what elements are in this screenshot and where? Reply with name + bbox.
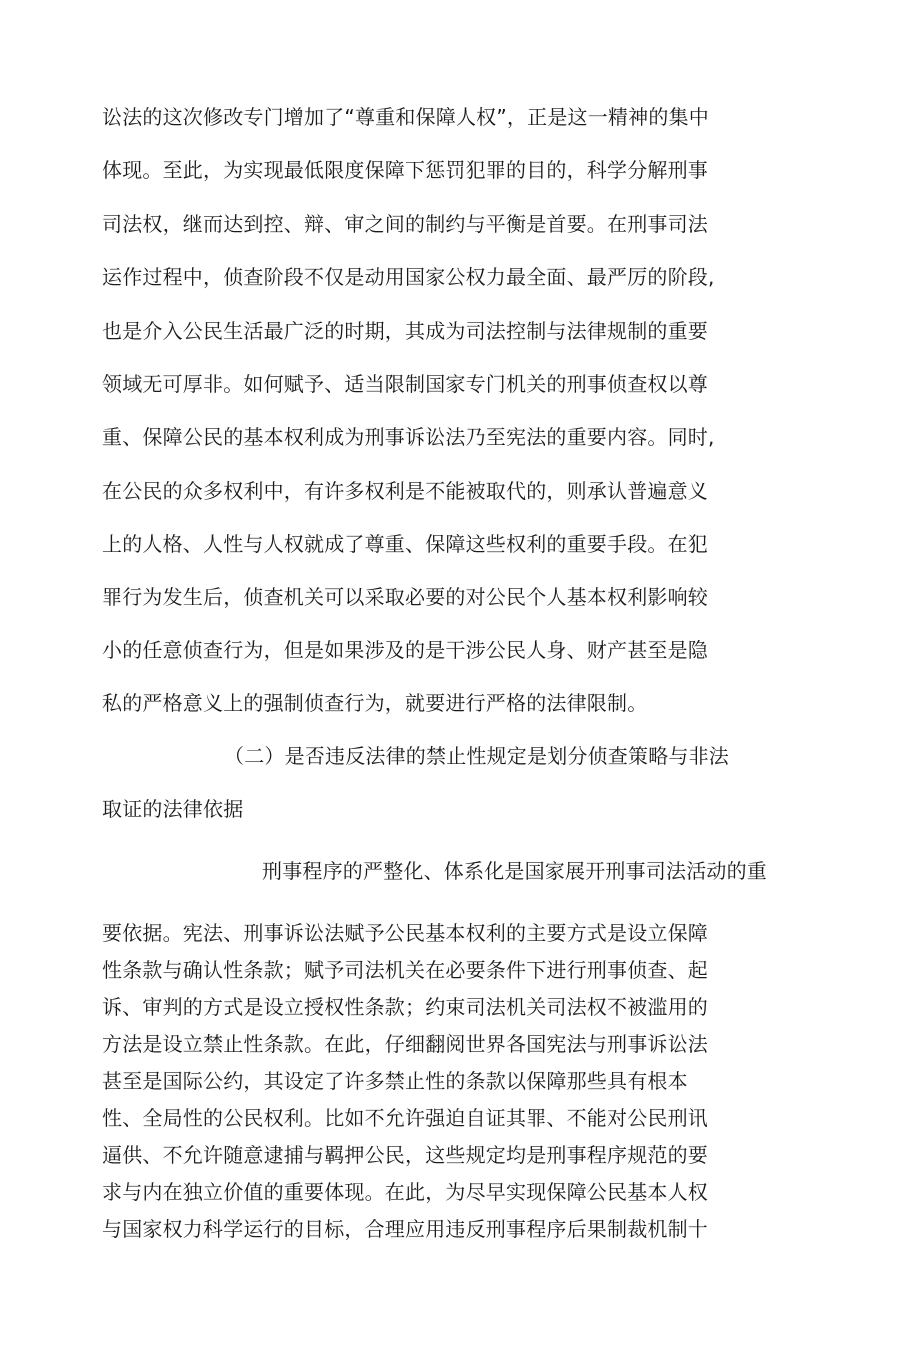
paragraph-line: 诉、审判的方式是设立授权性条款；约束司法机关司法权不被滥用的 [102, 995, 708, 1019]
paragraph-line: 性条款与确认性条款；赋予司法机关在必要条件下进行刑事侦查、起 [102, 958, 708, 982]
paragraph-first-line: 刑事程序的严整化、体系化是国家展开刑事司法活动的重 [262, 859, 767, 883]
section-heading-continued: 取证的法律依据 [102, 797, 244, 821]
paragraph-line: 讼法的这次修改专门增加了“尊重和保障人权”，正是这一精神的集中 [102, 105, 709, 129]
paragraph-line: 甚至是国际公约，其设定了许多禁止性的条款以保障那些具有根本 [102, 1069, 688, 1093]
section-heading: （二）是否违反法律的禁止性规定是划分侦查策略与非法 [224, 744, 729, 768]
paragraph-line: 与国家权力科学运行的目标，合理应用违反刑事程序后果制裁机制十 [102, 1217, 708, 1241]
paragraph-line: 私的严格意义上的强制侦查行为，就要进行严格的法律限制。 [102, 691, 648, 715]
paragraph-line: 方法是设立禁止性条款。在此，仔细翻阅世界各国宪法与刑事诉讼法 [102, 1032, 708, 1056]
paragraph-line: 上的人格、人性与人权就成了尊重、保障这些权利的重要手段。在犯 [102, 532, 708, 556]
paragraph-line: 罪行为发生后，侦查机关可以采取必要的对公民个人基本权利影响较 [102, 585, 708, 609]
paragraph-line: 重、保障公民的基本权利成为刑事诉讼法乃至宪法的重要内容。同时, [102, 425, 715, 449]
paragraph-line: 逼供、不允许随意逮捕与羁押公民，这些规定均是刑事程序规范的要 [102, 1143, 708, 1167]
paragraph-line: 领域无可厚非。如何赋予、适当限制国家专门机关的刑事侦查权以尊 [102, 372, 708, 396]
paragraph-line: 求与内在独立价值的重要体现。在此，为尽早实现保障公民基本人权 [102, 1180, 708, 1204]
paragraph-line: 性、全局性的公民权利。比如不允许强迫自证其罪、不能对公民刑讯 [102, 1106, 708, 1130]
paragraph-line: 小的任意侦查行为，但是如果涉及的是干涉公民人身、财产甚至是隐 [102, 638, 708, 662]
paragraph-line: 体现。至此，为实现最低限度保障下惩罚犯罪的目的，科学分解刑事 [102, 158, 708, 182]
paragraph-line: 司法权，继而达到控、辩、审之间的制约与平衡是首要。在刑事司法 [102, 212, 708, 236]
paragraph-line: 运作过程中，侦查阶段不仅是动用国家公权力最全面、最严厉的阶段, [102, 265, 715, 289]
paragraph-line: 也是介入公民生活最广泛的时期，其成为司法控制与法律规制的重要 [102, 319, 708, 343]
paragraph-line: 要依据。宪法、刑事诉讼法赋予公民基本权利的主要方式是设立保障 [102, 921, 708, 945]
paragraph-line: 在公民的众多权利中，有许多权利是不能被取代的，则承认普遍意义 [102, 479, 708, 503]
